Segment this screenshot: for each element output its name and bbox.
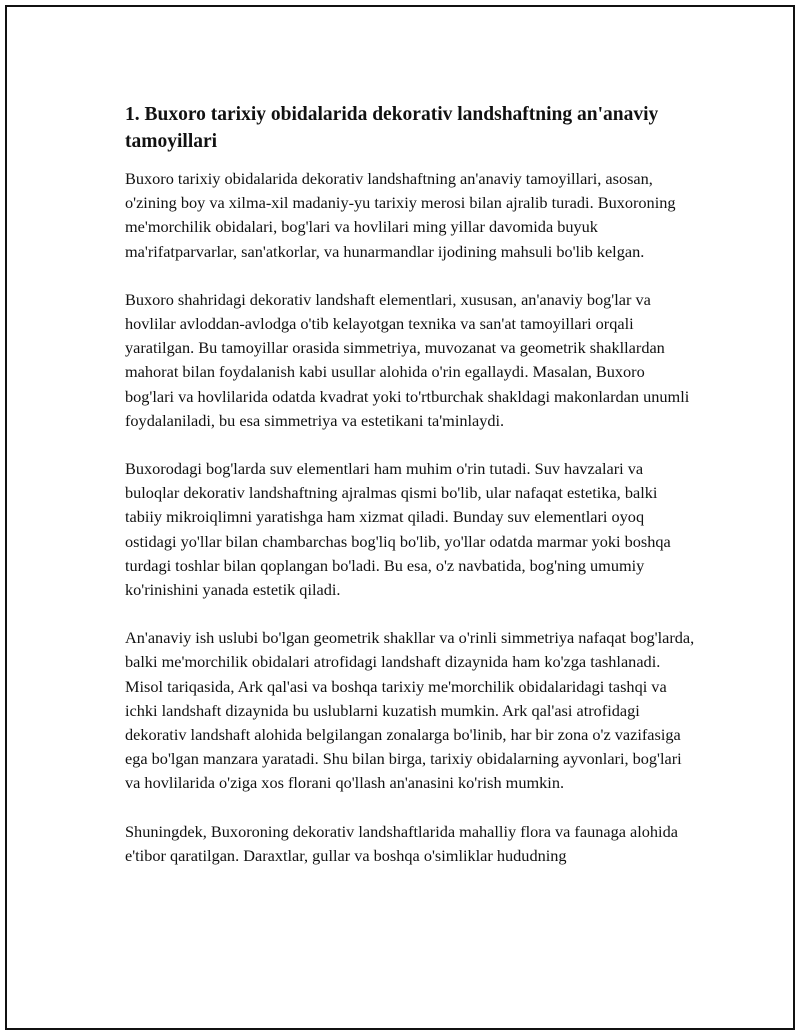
page-frame <box>5 5 795 1030</box>
paragraph-2: Buxoro shahridagi dekorativ landshaft elementlari, xususan, an'anaviy bog'lar va hovlilar avloddan-avlodga o'tib kelayotgan texnika va san'at tamoyillari orqali yaratilgan. Bu tamoyillar orasida simmetriya, muvozanat va geometrik shakllardan mahorat bilan foydalanish kabi usullar alohida o'rin egallaydi. Masalan, Buxoro bog'lari va hovlilarida odatda kvadrat yoki to'rtburchak shakldagi makonlardan unumli foydalaniladi, bu esa simmetriya va estetikani ta'minlaydi. <box>125 289 690 430</box>
paragraph-3: Buxorodagi bog'larda suv elementlari ham muhim o'rin tutadi. Suv havzalari va buloqlar dekorativ landshaftning ajralmas qismi bo'lib, ular nafaqat estetika, balki tabiiy mikroiqlimni yaratishga ham xizmat qiladi. Bunday suv elementlari oyoq ostidagi yo'llar bilan chambarchas bog'liq bo'lib, yo'llar odatda marmar yoki boshqa turdagi toshlar bilan qoplangan bo'ladi. Bu esa, o'z navbatida, bog'ning umumiy ko'rinishini yanada estetik qiladi. <box>125 459 671 600</box>
document-body <box>125 101 697 892</box>
section-heading: 1. Buxoro tarixiy obidalarida dekorativ landshaftning an'anaviy tamoyillari <box>125 104 659 152</box>
paragraph-5: Shuningdek, Buxoroning dekorativ landshaftlarida mahalliy flora va faunaga alohida e'tibor qaratilgan. Daraxtlar, gullar va boshqa o'simliklar hududning <box>125 821 678 865</box>
paragraph-4: An'anaviy ish uslubi bo'lgan geometrik shakllar va o'rinli simmetriya nafaqat bog'larda, balki me'morchilik obidalari atrofidagi landshaft dizaynida ham ko'zga tashlanadi. Misol tariqasida, Ark qal'asi va boshqa tarixiy me'morchilik obidalaridagi tashqi va ichki landshaft dizaynida bu uslublarni kuzatish mumkin. Ark qal'asi atrofidagi dekorativ landshaft alohida belgilangan zonalarga bo'linib, har bir zona o'z vazifasiga ega bo'lgan manzara yaratadi. Shu bilan birga, tarixiy obidalarning ayvonlari, bog'lari va hovlilarida o'ziga xos florani qo'llash an'anasini ko'rish mumkin. <box>125 628 695 793</box>
paragraph-1: Buxoro tarixiy obidalarida dekorativ landshaftning an'anaviy tamoyillari, asosan, o'zining boy va xilma-xil madaniy-yu tarixiy merosi bilan ajralib turadi. Buxoroning me'morchilik obidalari, bog'lari va hovlilari ming yillar davomida buyuk ma'rifatparvarlar, san'atkorlar, va hunarmandlar ijodining mahsuli bo'lib kelgan. <box>125 169 676 261</box>
